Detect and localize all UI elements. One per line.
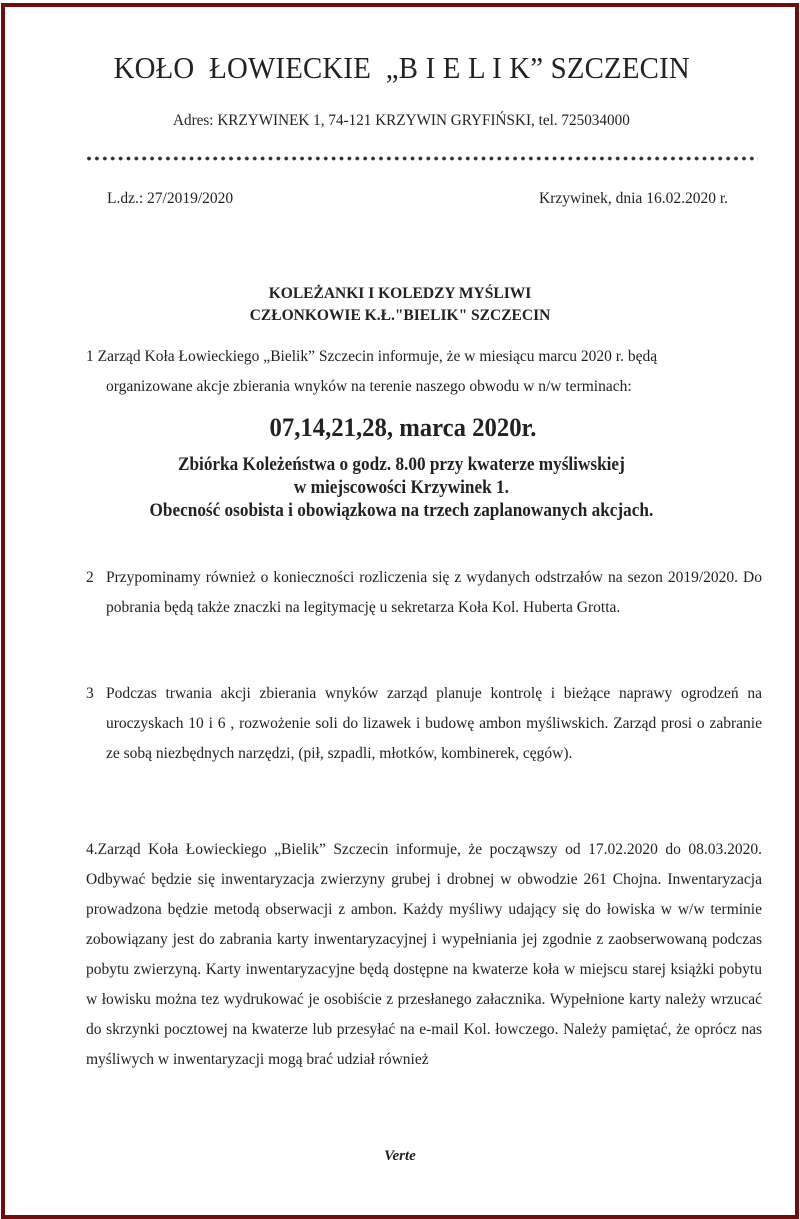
item-4-text: Zarząd Koła Łowieckiego „Bielik” Szczecin informuje, że począwszy od 17.02.2020 do 08.03.2020. Odbywać będzie się inwentaryzacja zwierzyny grubej i drobnej w obwodzie 261 Chojna. Inwentaryzacja prowadzona będzie metodą obserwacji z ambon. Każdy myśliwy udający się do łowiska w w/w terminie zobowiązany jest do zabrania karty inwentaryzacyjnej i wypełniania jej zgodnie z zaobserwowaną podczas pobytu zwierzyną. Karty inwentaryzacyjne będą dostępne na kwaterze koła w miejscu starej książki pobytu w łowisku można tez wydrukować je osobiście z przesłanego załacznika. Wypełnione karty należy wrzucać do skrzynki pocztowej na kwaterze lub przesyłać na e-mail Kol. łowczego. Należy pamiętać, że oprócz nas myśliwych w inwentaryzacji mogą brać udział również	[86, 841, 762, 1068]
item-4	[86, 835, 762, 1075]
reference-number: L.dz.: 27/2019/2020	[107, 190, 234, 207]
organization-title: KOŁO ŁOWIECKIE „B I E L I K” SZCZECIN	[113, 50, 690, 85]
item-2-text: Przypominamy również o konieczności rozliczenia się z wydanych odstrzałów na sezon 2019/2020. Do pobrania będą także znaczki na legitymację u sekretarza Koła Kol. Huberta Grotta.	[106, 569, 762, 616]
dotted-separator	[87, 156, 758, 161]
item-3	[86, 679, 762, 769]
item-3-text: Podczas trwania akcji zbierania wnyków zarząd planuje kontrolę i bieżące naprawy ogrodzeń na uroczyskach 10 i 6 , rozwożenie soli do lizawek i budowę ambon myśliwskich. Zarząd prosi o zabranie ze sobą niezbędnych narzędzi, (pił, szpadli, młotków, kombinerek, cęgów).	[106, 685, 762, 762]
item-1-number: 1	[86, 348, 94, 365]
collection-dates: 07,14,21,28, marca 2020r.	[269, 413, 537, 442]
item-3-number: 3	[86, 685, 94, 702]
verte-footer: Verte	[384, 1148, 416, 1164]
salutation-line-2: CZŁONKOWIE K.Ł."BIELIK" SZCZECIN	[249, 307, 551, 324]
item-4-number: 4.	[86, 841, 98, 858]
item-1-line-1: Zarząd Koła Łowieckiego „Bielik” Szczecin informuje, że w miesiącu marcu 2020 r. będą	[97, 348, 658, 365]
gathering-info	[29, 454, 773, 523]
item-1-line-2: organizowane akcje zbierania wnyków na terenie naszego obwodu w n/w terminach:	[106, 378, 632, 395]
item-2	[86, 563, 762, 623]
gathering-line-1: Zbiórka Koleżeństwa o godz. 8.00 przy kwaterze myśliwskiej	[177, 455, 625, 475]
organization-address: Adres: KRZYWINEK 1, 74-121 KRZYWIN GRYFIŃSKI, tel. 725034000	[172, 112, 630, 129]
item-2-number: 2	[86, 569, 94, 586]
place-and-date: Krzywinek, dnia 16.02.2020 r.	[539, 190, 728, 207]
salutation-line-1: KOLEŻANKI I KOLEDZY MYŚLIWI	[268, 285, 532, 302]
gathering-line-2: w miejscowości Krzywinek 1.	[293, 478, 509, 498]
salutation-heading	[0, 283, 800, 327]
gathering-line-3: Obecność osobista i obowiązkowa na trzech zaplanowanych akcjach.	[149, 501, 654, 521]
item-1	[86, 342, 762, 402]
